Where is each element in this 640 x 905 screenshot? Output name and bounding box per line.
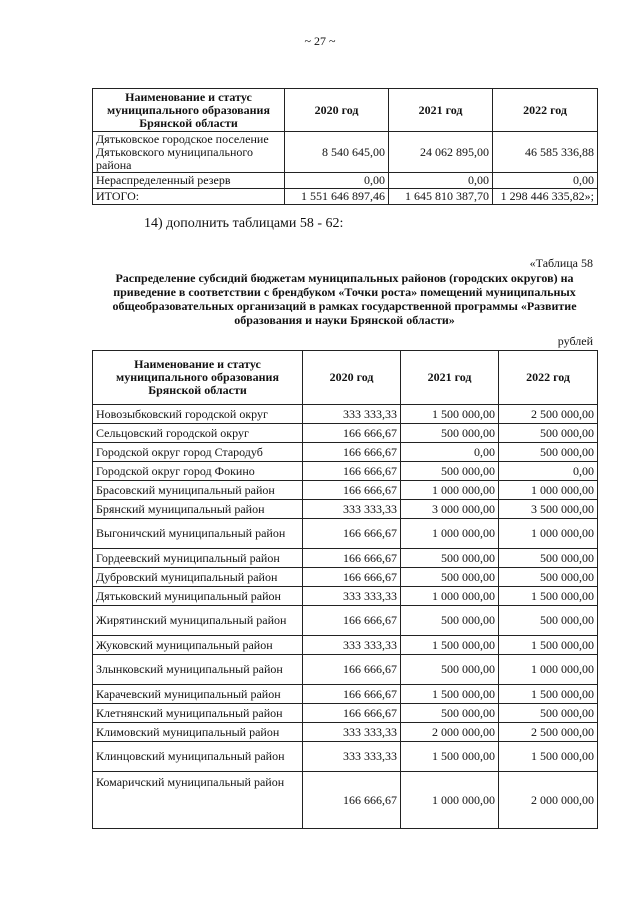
table-58 [92,350,598,829]
table-row [93,587,598,606]
row-2020: 166 666,67 [303,568,401,587]
row-2021: 500 000,00 [401,655,499,685]
row-2022: 0,00 [493,173,598,189]
previous-table [92,88,598,205]
row-2021: 1 000 000,00 [401,587,499,606]
row-2020: 333 333,33 [303,587,401,606]
row-2020: 166 666,67 [303,424,401,443]
row-2022: 500 000,00 [499,443,598,462]
row-2020: 333 333,33 [303,723,401,742]
row-2020: 1 551 646 897,46 [285,189,389,205]
row-2021: 500 000,00 [401,549,499,568]
row-2022: 500 000,00 [499,549,598,568]
table-row [93,549,598,568]
row-name: Клинцовский муниципальный район [93,742,303,772]
row-2021: 24 062 895,00 [389,132,493,173]
row-2021: 500 000,00 [401,704,499,723]
page-number: ~ 27 ~ [304,34,336,48]
row-name: Дятьковское городское поселение Дятьковского муниципального района [93,132,285,173]
row-2022: 500 000,00 [499,424,598,443]
row-2021: 500 000,00 [401,606,499,636]
row-name: Карачевский муниципальный район [93,685,303,704]
row-2021: 1 000 000,00 [401,519,499,549]
row-2020: 166 666,67 [303,443,401,462]
row-2020: 166 666,67 [303,462,401,481]
row-2022: 1 000 000,00 [499,481,598,500]
amendment-note: 14) дополнить таблицами 58 - 62: [144,216,344,231]
row-2021: 1 000 000,00 [401,481,499,500]
row-2021: 500 000,00 [401,424,499,443]
row-name: Городской округ город Фокино [93,462,303,481]
units-label: рублей [557,334,593,348]
row-2021: 1 500 000,00 [401,742,499,772]
row-2020: 166 666,67 [303,655,401,685]
row-2020: 166 666,67 [303,685,401,704]
table-row [93,704,598,723]
table-row [93,742,598,772]
header-2021: 2021 год [389,89,493,132]
row-2021: 500 000,00 [401,568,499,587]
row-2022: 1 500 000,00 [499,636,598,655]
row-2020: 333 333,33 [303,405,401,424]
table-row [93,655,598,685]
header-name: Наименование и статус муниципального образования Брянской области [93,351,303,405]
row-2022: 1 500 000,00 [499,742,598,772]
table-row [93,772,598,829]
table-row [93,405,598,424]
row-2022: 500 000,00 [499,704,598,723]
row-name: Жирятинский муниципальный район [93,606,303,636]
row-2022: 2 500 000,00 [499,723,598,742]
total-row [93,189,598,205]
row-2020: 0,00 [285,173,389,189]
row-name: Климовский муниципальный район [93,723,303,742]
table-row [93,568,598,587]
table-row [93,500,598,519]
row-name: Дубровский муниципальный район [93,568,303,587]
row-2021: 3 000 000,00 [401,500,499,519]
row-2020: 333 333,33 [303,500,401,519]
table-row [93,132,598,173]
row-name: Комаричский муниципальный район [93,772,303,829]
table-label: «Таблица 58 [529,256,593,270]
row-name: Городской округ город Стародуб [93,443,303,462]
row-2021: 1 645 810 387,70 [389,189,493,205]
row-name: Брасовский муниципальный район [93,481,303,500]
row-2021: 1 500 000,00 [401,685,499,704]
row-2022: 500 000,00 [499,606,598,636]
table-row [93,519,598,549]
row-2020: 8 540 645,00 [285,132,389,173]
table-row [93,462,598,481]
header-2020: 2020 год [303,351,401,405]
row-2021: 1 500 000,00 [401,405,499,424]
table-row [93,723,598,742]
row-name: Брянский муниципальный район [93,500,303,519]
row-2020: 333 333,33 [303,742,401,772]
row-name: Гордеевский муниципальный район [93,549,303,568]
row-2022: 46 585 336,88 [493,132,598,173]
table-row [93,443,598,462]
row-name: Дятьковский муниципальный район [93,587,303,606]
row-2020: 166 666,67 [303,704,401,723]
row-2021: 500 000,00 [401,462,499,481]
row-name: Жуковский муниципальный район [93,636,303,655]
header-name: Наименование и статус муниципального образования Брянской области [93,89,285,132]
header-2022: 2022 год [493,89,598,132]
row-2021: 1 500 000,00 [401,636,499,655]
row-2020: 166 666,67 [303,519,401,549]
row-2020: 166 666,67 [303,481,401,500]
row-2022: 1 500 000,00 [499,587,598,606]
row-2021: 0,00 [389,173,493,189]
row-2022: 2 000 000,00 [499,772,598,829]
row-2022: 1 298 446 335,82»; [493,189,598,205]
row-name: Злынковский муниципальный район [93,655,303,685]
row-2021: 2 000 000,00 [401,723,499,742]
row-2022: 1 000 000,00 [499,519,598,549]
row-name: Клетнянский муниципальный район [93,704,303,723]
row-2022: 2 500 000,00 [499,405,598,424]
row-2022: 3 500 000,00 [499,500,598,519]
row-name: ИТОГО: [93,189,285,205]
table-row [93,636,598,655]
table-title: Распределение субсидий бюджетам муниципальных районов (городских округов) на приведение в соответствии с брендбуком «Точки роста» помещений муниципальных общеобразовательных организаций в рамках государственной программы «Развитие образования и науки Брянской области» [112,271,577,327]
table-row [93,606,598,636]
table-row [93,481,598,500]
row-name: Новозыбковский городской округ [93,405,303,424]
row-name: Нераспределенный резерв [93,173,285,189]
row-2020: 166 666,67 [303,549,401,568]
row-name: Сельцовский городской округ [93,424,303,443]
row-2020: 333 333,33 [303,636,401,655]
row-2021: 1 000 000,00 [401,772,499,829]
row-2020: 166 666,67 [303,606,401,636]
row-2022: 500 000,00 [499,568,598,587]
table-row [93,424,598,443]
header-2022: 2022 год [499,351,598,405]
table-row [93,685,598,704]
row-2022: 1 500 000,00 [499,685,598,704]
header-row [93,351,598,405]
table-row [93,173,598,189]
header-2021: 2021 год [401,351,499,405]
row-name: Выгоничский муниципальный район [93,519,303,549]
row-2022: 1 000 000,00 [499,655,598,685]
header-2020: 2020 год [285,89,389,132]
row-2020: 166 666,67 [303,772,401,829]
row-2022: 0,00 [499,462,598,481]
row-2021: 0,00 [401,443,499,462]
header-row [93,89,598,132]
